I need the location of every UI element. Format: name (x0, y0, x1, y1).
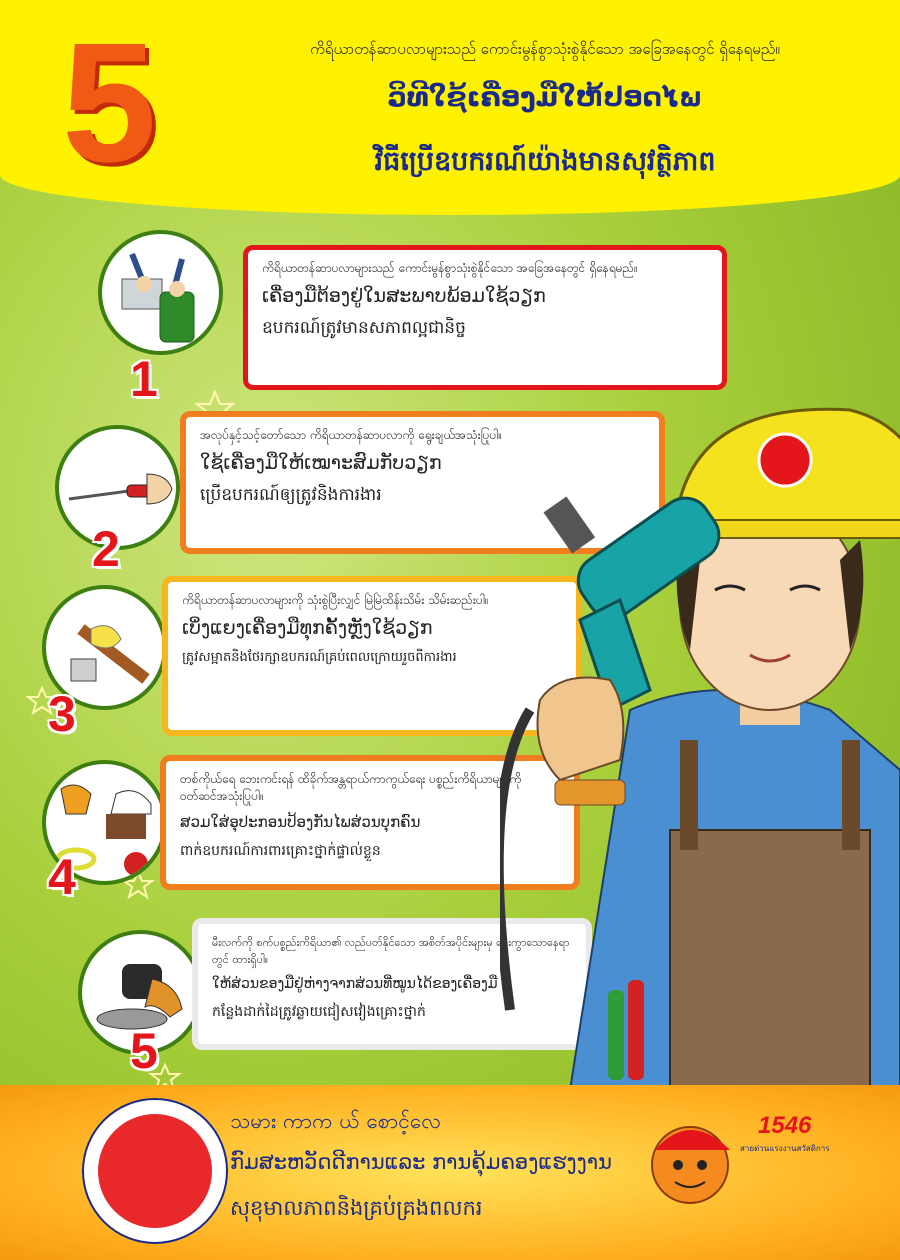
step-4-number: 4 (48, 849, 76, 905)
header-khmer-title: វិធីប្រើឧបករណ៍យ៉ាងមានសុវត្ថិភាព (374, 146, 716, 177)
step-1-illustration (98, 230, 223, 355)
step-2-myanmar: အလုပ်နှင့်သင့်တော်သော ကိရိယာတန်ဆာပလာကို ရွေးချယ်အသုံးပြုပါ။ (200, 428, 503, 442)
step-3-myanmar: ကိရိယာတန်ဆာပလာများကို သုံးစွဲပြီးလျှင် မြဲမြဲထိန်းသိမ်း သိမ်းဆည်းပါ။ (182, 593, 489, 607)
header-myanmar-line: ကိရိယာတန်ဆာပလာများသည် ကောင်းမွန်စွာသုံးစွဲနိုင်သော အခြေအနေတွင် ရှိနေရမည်။ (310, 40, 780, 58)
step-2-number: 2 (92, 521, 120, 577)
step-1-lao: ເຄື່ອງມືຕ້ອງຢູ່ໃນສະພາບພ້ອມໃຊ້ວຽກ (262, 285, 546, 307)
step-5-lao: ໃຫ້ສ່ວນຂອງມືຢູ່ຫ່າງຈາກສ່ວນທີ່ໝູນໄດ້ຂອງເຄື່ອງມື (212, 976, 498, 992)
department-seal (82, 1098, 228, 1244)
step-4-lao: ສວມໃສ່ອຸປະກອນປ້ອງກັນໄພສ່ວນບຸກຄົນ (180, 813, 421, 831)
step-5-number: 5 (130, 1023, 158, 1079)
step-5-khmer: កន្លែងដាក់ដៃត្រូវឆ្ងាយជៀសវៀងគ្រោះថ្នាក់ (212, 1004, 426, 1020)
step-1-khmer: ឧបករណ៍ត្រូវមានសភាពល្អជានិច្ច (262, 318, 466, 338)
step-2-lao: ໃຊ້ເຄື່ອງມືໃຫ້ເໝາະສົມກັບວຽກ (200, 452, 442, 474)
step-3-lao: ເບິ່ງແຍງເຄື່ອງມືທຸກຄັ້ງຫຼັງໃຊ້ວຽກ (182, 617, 433, 639)
step-4-myanmar: တစ်ကိုယ်ရေ ဘေးကင်းရန် ထိခိုက်အန္တရာယ်ကာကွယ်ရေး ပစ္စည်းကိရိယာများကို ဝတ်ဆင်အသုံးပြုပါ။ (180, 772, 522, 803)
step-1-number: 1 (130, 351, 158, 407)
footer-line-3: សុខុមាលភាពនិងគ្រប់គ្រងពលករ (230, 1196, 483, 1220)
step-1-myanmar: ကိရိယာတန်ဆာပလာများသည် ကောင်းမွန်စွာသုံးစွဲနိုင်သော အခြေအနေတွင် ရှိနေရမည်။ (262, 261, 638, 275)
worker-illustration (500, 380, 900, 1090)
step-3-number: 3 (48, 686, 76, 742)
hotline-caption: สายด่วนแรงงานสวัสดิการ (740, 1144, 830, 1153)
hotline-number: 1546 (758, 1112, 812, 1139)
step-3-khmer: ត្រូវសម្អាតនិងថែរក្សាឧបករណ៍គ្រប់ពេលក្រោយរួចពីការងារ (182, 650, 457, 665)
footer-line-2: ກົມສະຫວັດດີການແລະ ການຄຸ້ມຄອງແຮງງານ (230, 1150, 612, 1174)
step-2-khmer: ប្រើឧបករណ៍ឲ្យត្រូវនិងការងារ (200, 485, 382, 505)
step-5-myanmar: မီးလက်ကို စက်ပစ္စည်းကိရိယာ၏ လည်ပတ်နိုင်သော အစိတ်အပိုင်းများမှ ဝေးကွာသောနေရာတွင် ထားရှိပါ။ (212, 936, 570, 966)
mascot-icon (640, 1110, 760, 1210)
step-1-card (243, 245, 727, 390)
footer-line-1: သမား ကာက ယ် စောင့်လေ (230, 1109, 441, 1133)
step-4-khmer: ពាក់ឧបករណ៍ការពារគ្រោះថ្នាក់ផ្ទាល់ខ្លួន (180, 843, 381, 859)
seal-text: Department of Labour Protection and Welfare (143, 1102, 167, 1103)
seal-emblem (98, 1114, 212, 1228)
header-lao-title: ວິທີໃຊ້ເຄື່ອງມືໃຫ້ປອດໄພ (387, 82, 703, 113)
header-number: 5 (62, 8, 157, 198)
